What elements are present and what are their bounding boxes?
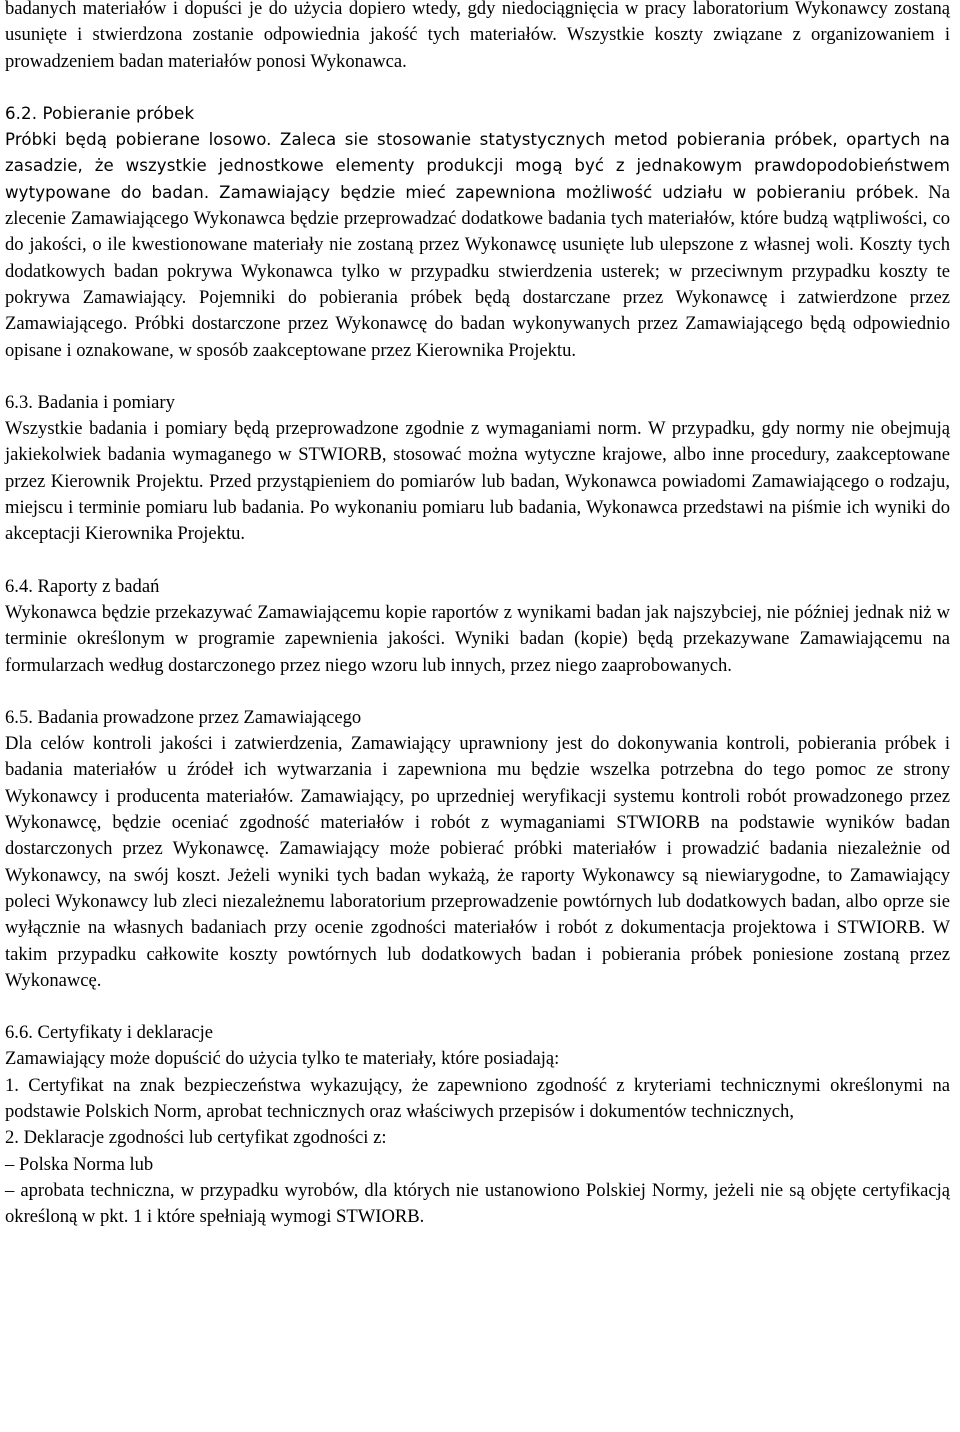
section-6-6-intro: Zamawiający może dopuścić do użycia tylko te materiały, które posiadają: — [5, 1048, 560, 1070]
section-6-3-body: Wszystkie badania i pomiary będą przeprowadzone zgodnie z wymaganiami norm. W przypadku, gdy normy nie obejmują jakiekolwiek badania wymaganego w STWIORB, stosować można wytyczne krajowe, albo inne procedury, zaakceptowane przez Kierownik Projektu. Przed przystąpieniem do pomiarów lub badan, Wykonawca powiadomi Zamawiającego o rodzaju, miejscu i terminie pomiaru lub badania. Po wykonaniu pomiaru lub badania, Wykonawca przedstawi na piśmie ich wyniki do akceptacji Kierownika Projektu. — [5, 418, 950, 545]
section-6-2-heading: 6.2. Pobieranie próbek — [5, 103, 195, 123]
section-6-4-heading: 6.4. Raporty z badań — [5, 575, 160, 597]
section-6-6-heading: 6.6. Certyfikaty i deklaracje — [5, 1022, 214, 1044]
spacer — [5, 994, 950, 1020]
section-6-6-dash-item-2: – aprobata techniczna, w przypadku wyrobów, dla których nie ustanowiono Polskiej Normy, jeżeli nie są objęte certyfikacją określoną w pkt. 1 i które spełniają wymogi STWIORB. — [5, 1179, 950, 1228]
section-6-4-body: Wykonawca będzie przekazywać Zamawiającemu kopie raportów z wynikami badan jak najszybciej, nie później jednak niż w terminie określonym w programie zapewnienia jakości. Wyniki badan (kopie) będą przekazywane Zamawiającemu na formularzach według dostarczonego przez niego wzoru lub innych, przez niego zaaprobowanych. — [5, 601, 950, 676]
spacer — [5, 364, 950, 390]
spacer — [5, 679, 950, 705]
section-6-6-item-2: 2. Deklaracje zgodności lub certyfikat zgodności z: — [5, 1127, 387, 1149]
spacer — [5, 75, 950, 101]
section-6-6-item-1: 1. Certyfikat na znak bezpieczeństwa wykazujący, że zapewniono zgodność z kryteriami technicznymi określonymi na podstawie Polskich Norm, aprobat technicznych oraz właściwych przepisów i dokumentów technicznych, — [5, 1074, 950, 1122]
section-6-2-serif-text: Na zlecenie Zamawiającego Wykonawca będzie przeprowadzać dodatkowe badania tych materiałów, które budzą wątpliwości, co do jakości, o ile kwestionowane materiały nie zostaną przez Wykonawcę usunięte lub ulepszone z własnej woli. Koszty tych dodatkowych badan pokrywa Wykonawca tylko w przypadku stwierdzenia usterek; w przeciwnym przypadku koszty te pokrywa Zamawiający. Pojemniki do pobierania próbek będą dostarczane przez Wykonawcę i zatwierdzone przez Zamawiającego. Próbki dostarczone przez Wykonawcę do badan wykonywanych przez Zamawiającego będą odpowiednio opisane i oznakowane, w sposób zaakceptowane przez Kierownika Projektu. — [5, 181, 950, 361]
spacer — [5, 548, 950, 574]
section-6-2-body — [5, 127, 950, 364]
section-6-5-body: Dla celów kontroli jakości i zatwierdzenia, Zamawiający uprawniony jest do dokonywania kontroli, pobierania próbek i badania materiałów u źródeł ich wytwarzania i zapewniona mu będzie wszelka potrzebna do tego pomoc ze strony Wykonawcy i producenta materiałów. Zamawiający, po uprzedniej weryfikacji systemu kontroli robót prowadzonego przez Wykonawcę, będzie oceniać zgodność materiałów i robót z wymaganiami STWIORB na podstawie wyników badan dostarczonych przez Wykonawcę. Zamawiający może pobierać próbki materiałów i prowadzić badania niezależnie od Wykonawcy, na swój koszt. Jeżeli wyniki tych badan wykażą, że raporty Wykonawcy są niewiarygodne, to Zamawiający poleci Wykonawcy lub zleci niezależnemu laboratorium przeprowadzenie powtórnych lub dodatkowych badan, albo oprze sie wyłącznie na własnych badaniach przy ocenie zgodności materiałów i robót z dokumentacja projektowa i STWIORB. W takim przypadku całkowite koszty powtórnych lub dodatkowych badan i pobierania próbek poniesione zostaną przez Wykonawcę. — [5, 733, 950, 991]
intro-paragraph — [5, 0, 950, 75]
section-6-5-heading: 6.5. Badania prowadzone przez Zamawiającego — [5, 706, 362, 728]
section-6-3-heading: 6.3. Badania i pomiary — [5, 391, 175, 413]
section-6-6-dash-item-1: – Polska Norma lub — [5, 1153, 154, 1175]
section-6-2-sans-text: Próbki będą pobierane losowo. Zaleca sie stosowanie statystycznych metod pobierania próbek, opartych na zasadzie, że wszystkie jednostkowe elementy produkcji mogą być z jednakowym prawdopodobieństwem wytypowane do badan. Zamawiający będzie mieć zapewniona możliwość udziału w pobieraniu próbek. — [5, 130, 950, 202]
intro-text: badanych materiałów i dopuści je do użycia dopiero wtedy, gdy niedociągnięcia w pracy laboratorium Wykonawcy zostaną usunięte i stwierdzona zostanie odpowiednia jakość tych materiałów. Wszystkie koszty związane z organizowaniem i prowadzeniem badan materiałów ponosi Wykonawca. — [5, 0, 950, 72]
